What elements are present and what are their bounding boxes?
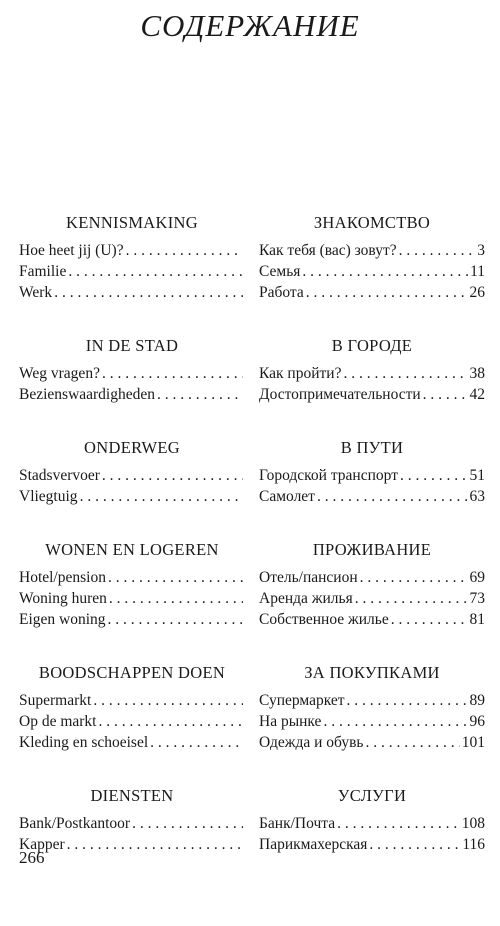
dot-leader bbox=[400, 465, 468, 486]
toc-entry-dutch bbox=[19, 732, 245, 753]
toc-entry-dutch bbox=[19, 711, 245, 732]
dot-leader bbox=[369, 834, 460, 855]
entry-page-number: 89 bbox=[469, 692, 485, 709]
dot-leader bbox=[68, 261, 243, 282]
toc-entry-russian bbox=[259, 690, 485, 711]
entry-label: Банк/Почта bbox=[259, 815, 336, 832]
dot-leader bbox=[317, 486, 468, 507]
entry-label: Vliegtuig bbox=[19, 488, 78, 505]
dot-leader bbox=[157, 384, 243, 405]
toc-column-russian bbox=[259, 435, 485, 507]
entry-label: Семья bbox=[259, 263, 301, 280]
toc-entry-russian bbox=[259, 261, 485, 282]
dot-leader bbox=[423, 384, 468, 405]
entry-label: Hotel/pension bbox=[19, 569, 106, 586]
toc-entry-russian bbox=[259, 240, 485, 261]
entry-label: Kapper bbox=[19, 836, 65, 853]
entry-label: Bank/Postkantoor bbox=[19, 815, 131, 832]
entry-page-number: 51 bbox=[469, 467, 485, 484]
dot-leader bbox=[109, 588, 243, 609]
dot-leader bbox=[365, 732, 459, 753]
entry-page-number: 3 bbox=[477, 242, 485, 259]
section-heading-russian: В ПУТИ bbox=[340, 438, 404, 457]
toc-entry-dutch bbox=[19, 690, 245, 711]
entry-label: Bezienswaardigheden bbox=[19, 386, 155, 403]
dot-leader bbox=[323, 711, 467, 732]
dot-leader bbox=[98, 711, 243, 732]
entry-label: Op de markt bbox=[19, 713, 97, 730]
page-number: 266 bbox=[19, 848, 45, 867]
section-heading-dutch: DIENSTEN bbox=[90, 786, 174, 805]
dot-leader bbox=[343, 363, 467, 384]
entry-label: Eigen woning bbox=[19, 611, 106, 628]
toc-entry-dutch bbox=[19, 486, 245, 507]
section-spacer bbox=[19, 753, 485, 783]
dot-leader bbox=[102, 465, 243, 486]
toc-entry-russian bbox=[259, 384, 485, 405]
toc-entry-dutch bbox=[19, 834, 245, 855]
entry-page-number: 96 bbox=[469, 713, 485, 730]
dot-leader bbox=[355, 588, 468, 609]
dot-leader bbox=[132, 813, 243, 834]
toc-column-dutch bbox=[19, 333, 245, 405]
entry-page-number: 69 bbox=[469, 569, 485, 586]
entry-page-number: 101 bbox=[461, 734, 485, 751]
section-heading-russian: ПРОЖИВАНИЕ bbox=[312, 540, 432, 559]
entry-label: Stadsvervoer bbox=[19, 467, 100, 484]
entry-label: Городской транспорт bbox=[259, 467, 398, 484]
toc-entry-russian bbox=[259, 609, 485, 630]
entry-label: Достопримечательности bbox=[259, 386, 421, 403]
toc-column-dutch bbox=[19, 537, 245, 630]
toc-entry-dutch bbox=[19, 813, 245, 834]
toc-section bbox=[19, 783, 485, 855]
section-heading-dutch: BOODSCHAPPEN DOEN bbox=[38, 663, 226, 682]
section-spacer bbox=[19, 405, 485, 435]
dot-leader bbox=[108, 567, 243, 588]
entry-page-number: 11 bbox=[470, 263, 485, 280]
toc-entry-dutch bbox=[19, 588, 245, 609]
dot-leader bbox=[302, 261, 468, 282]
section-heading-russian: УСЛУГИ bbox=[337, 786, 407, 805]
toc-column-russian bbox=[259, 783, 485, 855]
toc-entry-dutch bbox=[19, 282, 245, 303]
dot-leader bbox=[126, 240, 243, 261]
toc-column-dutch bbox=[19, 210, 245, 303]
entry-page-number: 38 bbox=[469, 365, 485, 382]
section-heading-russian: В ГОРОДЕ bbox=[331, 336, 413, 355]
dot-leader bbox=[93, 690, 243, 711]
toc-column-dutch bbox=[19, 660, 245, 753]
entry-label: Одежда и обувь bbox=[259, 734, 364, 751]
dot-leader bbox=[150, 732, 243, 753]
dot-leader bbox=[360, 567, 468, 588]
toc-entry-dutch bbox=[19, 609, 245, 630]
entry-label: Парикмахерская bbox=[259, 836, 368, 853]
toc-column-dutch bbox=[19, 435, 245, 507]
toc-entry-dutch bbox=[19, 465, 245, 486]
toc-section bbox=[19, 660, 485, 753]
toc-section bbox=[19, 210, 485, 303]
toc-entry-russian bbox=[259, 813, 485, 834]
entry-page-number: 42 bbox=[469, 386, 485, 403]
dot-leader bbox=[67, 834, 243, 855]
dot-leader bbox=[54, 282, 243, 303]
entry-label: Как тебя (вас) зовут? bbox=[259, 242, 397, 259]
toc-entry-russian bbox=[259, 732, 485, 753]
toc-section bbox=[19, 435, 485, 507]
entry-label: Kleding en schoeisel bbox=[19, 734, 149, 751]
section-heading-dutch: IN DE STAD bbox=[85, 336, 179, 355]
section-heading-dutch: ONDERWEG bbox=[84, 438, 180, 457]
table-of-contents bbox=[19, 210, 485, 855]
entry-label: Отель/пансион bbox=[259, 569, 358, 586]
toc-entry-russian bbox=[259, 588, 485, 609]
section-heading-russian: ЗНАКОМСТВО bbox=[313, 213, 431, 232]
entry-page-number: 26 bbox=[469, 284, 485, 301]
section-heading-dutch: WONEN EN LOGEREN bbox=[45, 540, 219, 559]
page-title: СОДЕРЖАНИЕ bbox=[140, 8, 360, 43]
dot-leader bbox=[337, 813, 460, 834]
toc-column-russian bbox=[259, 333, 485, 405]
section-spacer bbox=[19, 303, 485, 333]
entry-label: Werk bbox=[19, 284, 53, 301]
toc-column-russian bbox=[259, 660, 485, 753]
dot-leader bbox=[80, 486, 243, 507]
toc-entry-russian bbox=[259, 711, 485, 732]
entry-label: Familie bbox=[19, 263, 67, 280]
toc-section bbox=[19, 333, 485, 405]
entry-label: Работа bbox=[259, 284, 304, 301]
entry-page-number: 81 bbox=[469, 611, 485, 628]
toc-entry-russian bbox=[259, 486, 485, 507]
section-spacer bbox=[19, 507, 485, 537]
toc-entry-russian bbox=[259, 282, 485, 303]
entry-label: На рынке bbox=[259, 713, 322, 730]
entry-label: Как пройти? bbox=[259, 365, 342, 382]
section-heading-russian: ЗА ПОКУПКАМИ bbox=[304, 663, 440, 682]
entry-label: Weg vragen? bbox=[19, 365, 100, 382]
toc-entry-russian bbox=[259, 465, 485, 486]
entry-label: Аренда жилья bbox=[259, 590, 353, 607]
toc-column-dutch bbox=[19, 783, 245, 855]
dot-leader bbox=[102, 363, 243, 384]
dot-leader bbox=[347, 690, 468, 711]
toc-column-russian bbox=[259, 210, 485, 303]
toc-entry-russian bbox=[259, 363, 485, 384]
entry-page-number: 63 bbox=[469, 488, 485, 505]
toc-entry-russian bbox=[259, 567, 485, 588]
entry-label: Самолет bbox=[259, 488, 315, 505]
entry-label: Woning huren bbox=[19, 590, 107, 607]
entry-page-number: 116 bbox=[462, 836, 485, 853]
toc-entry-dutch bbox=[19, 363, 245, 384]
dot-leader bbox=[391, 609, 468, 630]
toc-entry-dutch bbox=[19, 567, 245, 588]
dot-leader bbox=[306, 282, 468, 303]
entry-page-number: 108 bbox=[461, 815, 485, 832]
toc-entry-dutch bbox=[19, 240, 245, 261]
section-heading-dutch: KENNISMAKING bbox=[66, 213, 198, 232]
toc-entry-dutch bbox=[19, 384, 245, 405]
toc-section bbox=[19, 537, 485, 630]
toc-column-russian bbox=[259, 537, 485, 630]
dot-leader bbox=[108, 609, 243, 630]
entry-label: Супермаркет bbox=[259, 692, 345, 709]
entry-label: Supermarkt bbox=[19, 692, 92, 709]
dot-leader bbox=[399, 240, 476, 261]
section-spacer bbox=[19, 630, 485, 660]
entry-page-number: 73 bbox=[469, 590, 485, 607]
toc-entry-russian bbox=[259, 834, 485, 855]
entry-label: Hoe heet jij (U)? bbox=[19, 242, 124, 259]
entry-label: Собственное жилье bbox=[259, 611, 389, 628]
toc-entry-dutch bbox=[19, 261, 245, 282]
